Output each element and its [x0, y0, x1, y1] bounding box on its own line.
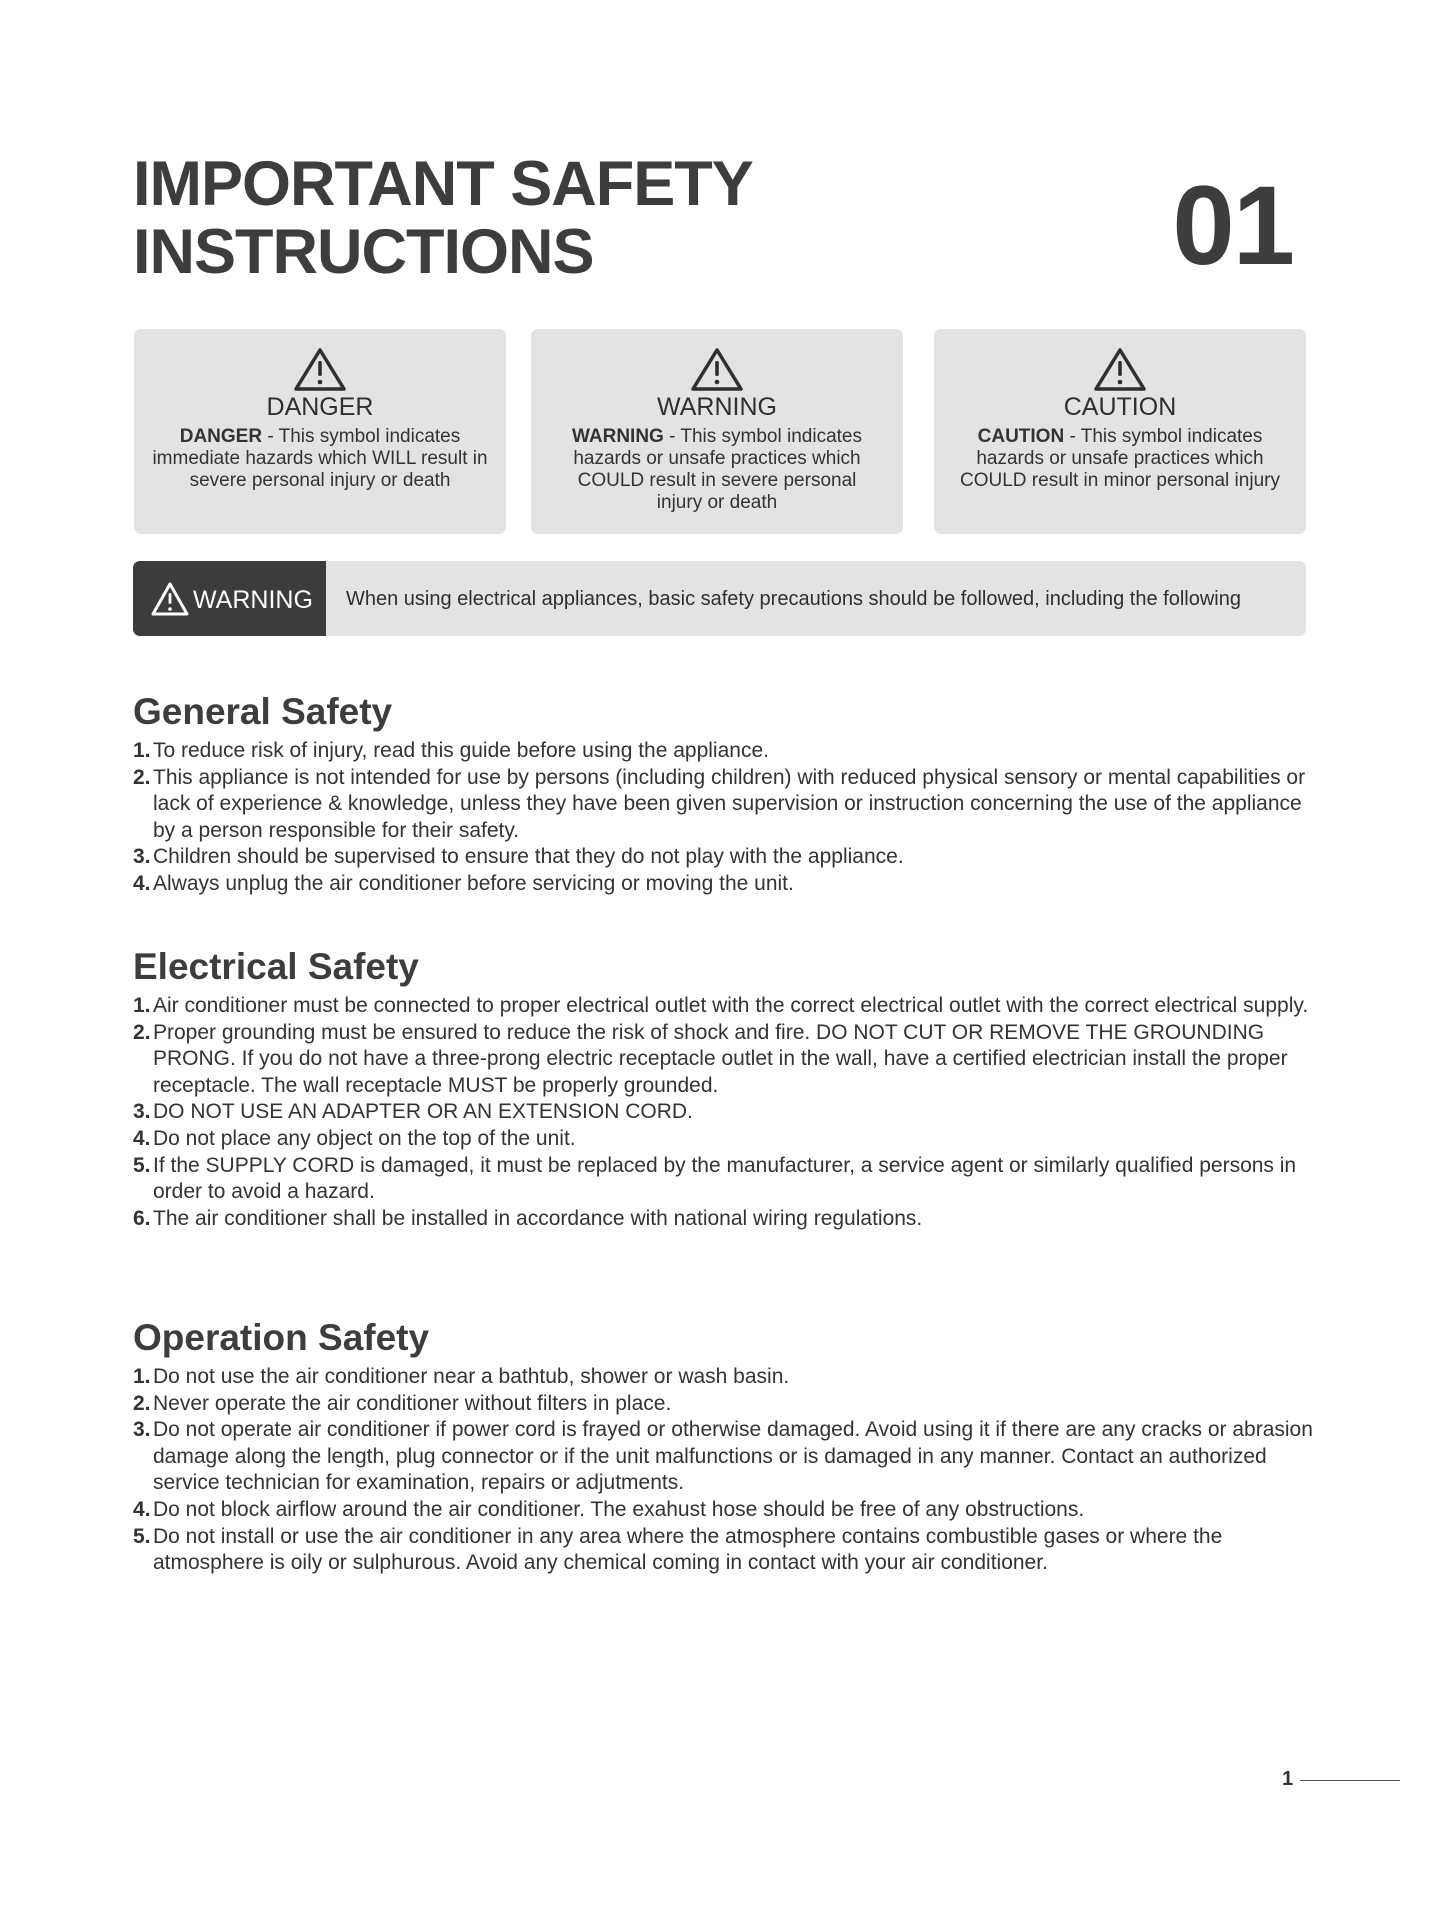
operation-safety-section — [133, 1316, 1313, 1577]
item-number: 4. — [133, 871, 151, 895]
hazard-level-cards — [0, 329, 1441, 534]
list-item — [133, 993, 1313, 1020]
page-title-line-2: INSTRUCTIONS — [133, 217, 594, 287]
warning-triangle-icon — [1093, 346, 1147, 392]
list-item — [133, 738, 1313, 765]
warning-banner-tag — [133, 561, 326, 636]
warning-card-text: - This symbol indicates hazards or unsafe practices which COULD result in severe personal injury or death — [573, 426, 862, 513]
list-item — [133, 1391, 1313, 1418]
item-number: 5. — [133, 1524, 151, 1548]
item-text: Proper grounding must be ensured to reduce the risk of shock and fire. DO NOT CUT OR REMOVE THE GROUNDING PRONG. If you do not have a three-prong electric receptacle outlet in the wall, have a certified electrician install the proper receptacle. The wall receptacle MUST be properly grounded. — [153, 1020, 1288, 1097]
item-number: 2. — [133, 765, 151, 789]
warning-triangle-icon — [690, 346, 744, 392]
list-item — [133, 1020, 1313, 1100]
item-number: 2. — [133, 1020, 151, 1044]
caution-card-title: CAUTION — [1063, 393, 1177, 421]
section-heading: Operation Safety — [133, 1317, 430, 1358]
item-number: 1. — [133, 994, 151, 1017]
item-number: 1. — [133, 739, 151, 762]
item-number: 6. — [133, 1206, 151, 1230]
warning-triangle-icon — [150, 581, 190, 617]
item-number: 5. — [133, 1153, 151, 1177]
list-item — [133, 1417, 1313, 1497]
list-item — [133, 844, 1313, 871]
danger-card-title: DANGER — [266, 393, 374, 421]
item-text: Do not block airflow around the air conditioner. The exahust hose should be free of any obstructions. — [153, 1497, 1085, 1521]
electrical-safety-section — [133, 945, 1313, 1232]
item-text: Always unplug the air conditioner before servicing or moving the unit. — [153, 871, 794, 895]
list-item — [133, 765, 1313, 845]
list-item — [133, 1364, 1313, 1391]
section-heading: Electrical Safety — [133, 946, 419, 987]
warning-banner-text: When using electrical appliances, basic safety precautions should be followed, including the following — [346, 588, 1241, 610]
warning-card-title: WARNING — [657, 393, 777, 421]
page-title-line-1: IMPORTANT SAFETY — [133, 149, 753, 219]
general-safety-list — [133, 738, 1313, 898]
warning-card-description — [557, 426, 877, 514]
item-text: Do not operate air conditioner if power cord is frayed or otherwise damaged. Avoid using it if there are any cracks or abrasion damage along the length, plug connector or if the unit malfunctions or is damaged in any manner. Contact an authorized service technician for examination, repairs or adjutments. — [153, 1418, 1313, 1495]
danger-card-lead: DANGER — [179, 426, 263, 447]
page-title — [133, 150, 753, 286]
item-text: Do not install or use the air conditioner in any area where the atmosphere contains combustible gases or where the atmosphere is oily or sulphurous. Avoid any chemical coming in contact with your air conditioner. — [153, 1524, 1223, 1575]
chapter-number: 01 — [1172, 163, 1293, 288]
item-text: Do not use the air conditioner near a bathtub, shower or wash basin. — [153, 1365, 790, 1388]
page-number-rule — [1300, 1780, 1400, 1781]
item-text: To reduce risk of injury, read this guide before using the appliance. — [153, 739, 769, 762]
item-text: DO NOT USE AN ADAPTER OR AN EXTENSION CORD. — [153, 1100, 693, 1124]
list-item — [133, 871, 1313, 898]
danger-card — [134, 329, 506, 534]
item-text: This appliance is not intended for use by persons (including children) with reduced physical sensory or mental capabilities or lack of experience & knowledge, unless they have been given supervision or instruction concerning the use of the appliance by a person responsible for their safety. — [153, 765, 1306, 842]
warning-card — [531, 329, 903, 534]
caution-card — [934, 329, 1306, 534]
list-item — [133, 1206, 1313, 1233]
item-number: 1. — [133, 1365, 151, 1388]
item-number: 4. — [133, 1126, 151, 1150]
section-heading: General Safety — [133, 691, 393, 732]
danger-card-text: - This symbol indicates immediate hazards which WILL result in severe personal injury or death — [152, 426, 488, 491]
caution-card-lead: CAUTION — [977, 426, 1065, 447]
item-text: If the SUPPLY CORD is damaged, it must be replaced by the manufacturer, a service agent or similarly qualified persons in order to avoid a hazard. — [153, 1153, 1297, 1204]
item-text: Never operate the air conditioner without filters in place. — [153, 1391, 672, 1415]
danger-card-description — [148, 426, 492, 492]
warning-banner — [133, 561, 1306, 636]
list-item — [133, 1126, 1313, 1153]
item-text: Air conditioner must be connected to proper electrical outlet with the correct electrical outlet with the correct electrical supply. — [153, 994, 1309, 1017]
warning-triangle-icon — [293, 346, 347, 392]
list-item — [133, 1153, 1313, 1206]
item-number: 3. — [133, 845, 151, 869]
item-number: 3. — [133, 1418, 151, 1442]
caution-card-text: - This symbol indicates hazards or unsafe practices which COULD result in minor personal injury — [960, 426, 1280, 491]
item-number: 3. — [133, 1100, 151, 1124]
list-item — [133, 1524, 1313, 1577]
general-safety-section — [133, 690, 1313, 898]
list-item — [133, 1099, 1313, 1126]
warning-banner-label: WARNING — [193, 586, 313, 614]
item-text: Do not place any object on the top of the unit. — [153, 1126, 576, 1150]
item-number: 4. — [133, 1497, 151, 1521]
caution-card-description — [946, 426, 1294, 492]
page-number: 1 — [1282, 1768, 1294, 1790]
item-text: Children should be supervised to ensure that they do not play with the appliance. — [153, 845, 904, 869]
list-item — [133, 1497, 1313, 1524]
item-number: 2. — [133, 1391, 151, 1415]
warning-card-lead: WARNING — [572, 426, 664, 447]
electrical-safety-list — [133, 993, 1313, 1232]
item-text: The air conditioner shall be installed in accordance with national wiring regulations. — [153, 1206, 923, 1230]
operation-safety-list — [133, 1364, 1313, 1577]
